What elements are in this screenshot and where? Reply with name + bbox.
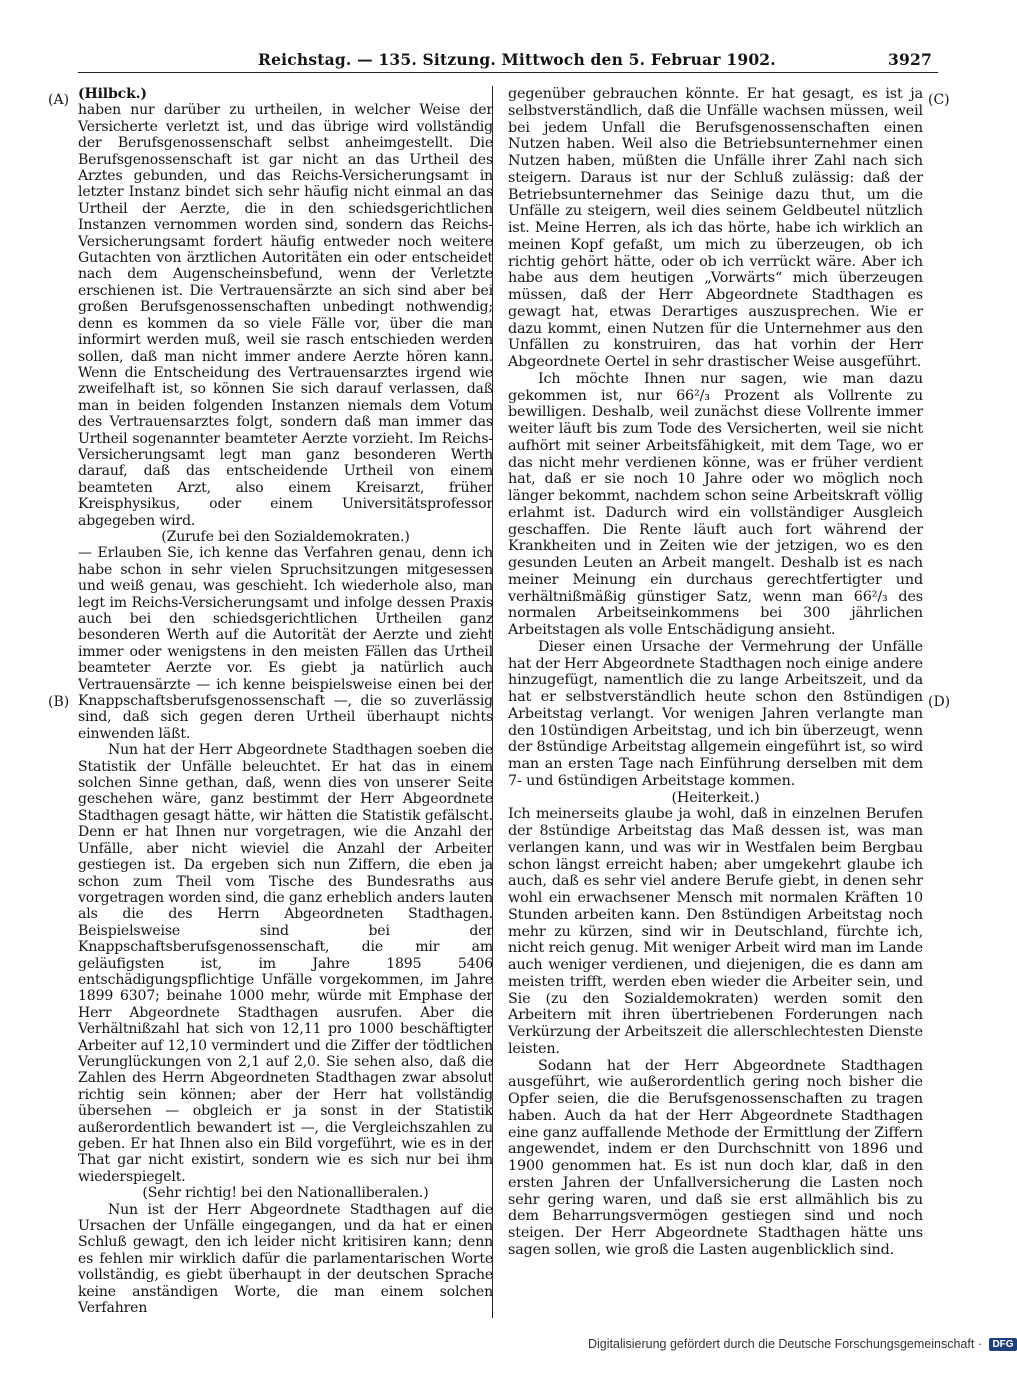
running-title: Reichstag. — 135. Sitzung. Mittwoch den 5. Februar 1902. bbox=[258, 50, 776, 69]
right-column bbox=[508, 86, 923, 1259]
paragraph: — Erlauben Sie, ich kenne das Verfahren genau, denn ich habe schon in sehr vielen Spruchsitzungen mitgesessen und weiß genau, was geschieht. Ich wiederhole also, man legt im Reichs-Versicherungsamt und infolge dessen Praxis auch bei den schiedsgerichtlichen Urtheilen ganz besonderen Werth auf die Autorität der Aerzte und zieht immer oder wenigstens in den meisten Fällen das Urtheil beamteter Aerzte vor. Es giebt ja natürlich auch Vertrauensärzte — ich kenne beispielsweise einen bei der Knappschaftsberufsgenossenschaft —, die so zuverlässig sind, daß sich gegen deren Urtheil überhaupt nichts einwenden läßt. bbox=[78, 545, 493, 742]
paragraph: Nun hat der Herr Abgeordnete Stadthagen soeben die Statistik der Unfälle beleuchtet. Er hat das in einem solchen Sinne gethan, daß, wenn dies von unserer Seite geschehen wäre, ganz bestimmt der Herr Abgeordnete Stadthagen gesagt hätte, wir hätten die Statistik gefälscht. Denn er hat Ihnen nur vorgetragen, wie die Anzahl der Unfälle, aber nicht wieviel die Anzahl der Arbeiter gestiegen ist. Da ergeben sich nun Ziffern, die eben ja schon zum Theil vom Tische des Bundesraths aus vorgetragen worden sind, die ganz erheblich anders lauten als die des Herrn Abgeordneten Stadthagen. Beispielsweise sind bei der Knappschaftsberufsgenossenschaft, die mir am geläufigsten ist, im Jahre 1895 5406 entschädigungspflichtige Unfälle vorgekommen, im Jahre 1899 6307; beinahe 1000 mehr, würde mit Emphase der Herr Abgeordnete Stadthagen ausrufen. Aber die Verhältnißzahl hat sich von 12,11 pro 1000 beschäftigter Arbeiter auf 12,10 vermindert und die Ziffer der tödtlichen Verunglückungen von 2,1 auf 2,0. Sie sehen also, daß die Zahlen des Herrn Abgeordneten Stadthagen zwar absolut richtig sein können; aber der Herr hat vollständig übersehen — obgleich er ja sonst in der Statistik außerordentlich bewandert ist —, die Vergleichszahlen zu geben. Er hat Ihnen also ein Bild vorgeführt, wie es in der That gar nicht existirt, sondern wie es sich nur bei ihm wiederspiegelt. bbox=[78, 742, 493, 1185]
paragraph: haben nur darüber zu urtheilen, in welcher Weise der Versicherte verletzt ist, und das übrige wird vollständig der Berufsgenossenschaft selbst anheimgestellt. Die Berufsgenossenschaft ist gar nicht an das Urtheil des Arztes gebunden, und das Reichs-Versicherungsamt in letzter Instanz bindet sich sehr häufig nicht einmal an das Urtheil der Aerzte, die in den schiedsgerichtlichen Instanzen vernommen worden sind, sondern das Reichs-Versicherungsamt fordert häufig entweder noch weitere Gutachten von ärztlichen Autoritäten ein oder entscheidet nach dem Augenscheinsbefund, wenn der Verletzte erschienen ist. Die Vertrauensärzte an sich sind aber bei großen Berufsgenossenschaften unbedingt nothwendig; denn es kommen da so viele Fälle vor, über die man informirt werden muß, weil sie rasch entschieden werden sollen, daß man nicht immer andere Aerzte hören kann. Wenn die Entscheidung des Vertrauensarztes irgend wie zweifelhaft ist, so können Sie sich darauf verlassen, daß man in beiden folgenden Instanzen niemals dem Votum des Vertrauensarztes folgt, sondern daß man immer das Urtheil sogenannter beamteter Aerzte vorzieht. Im Reichs-Versicherungsamt legt man ganz besonderen Werth darauf, daß das entscheidende Urtheil von einem beamteten Arzt, also einem Kreisarzt, früher Kreisphysikus, oder einem Universitätsprofessor abgegeben wird. bbox=[78, 102, 493, 529]
left-column bbox=[78, 86, 493, 1316]
paragraph: Ich möchte Ihnen nur sagen, wie man dazu gekommen ist, nur 66²/₃ Prozent als Vollrente zu bewilligen. Deshalb, weil zunächst diese Vollrente immer weiter läuft bis zum Tode des Versicherten, weil sie nicht aufhört mit seiner Arbeitsfähigkeit, mit dem Tage, wo er das nicht mehr verdienen könne, was er früher verdient hat, daß er sie noch 10 Jahre oder wo möglich noch länger bekommt, nachdem schon seine Arbeitskraft völlig erlahmt ist. Dadurch wird ein vollständiger Ausgleich geschaffen. Die Rente läuft auch fort während der Krankheiten und in Zeiten wie der jetzigen, wo es den gesunden Leuten an Arbeit mangelt. Deshalb ist es nach meiner Meinung ein durchaus gerechtfertigter und verhältnißmäßig günstiger Satz, wenn man 66²/₃ des normalen Arbeitseinkommens bei 300 jährlichen Arbeitstagen als volle Entschädigung ansieht. bbox=[508, 370, 923, 638]
margin-letter-d: (D) bbox=[928, 694, 951, 710]
paragraph: gegenüber gebrauchen könnte. Er hat gesagt, es ist ja selbstverständlich, daß die Unfälle wachsen müssen, weil bei jedem Unfall die Berufsgenossenschaften einen Nutzen haben. Weil also die Betriebsunternehmer einen Nutzen haben, müßten die Unfälle ihrer Zahl nach sich steigern. Daraus ist nur der Schluß zulässig: daß der Betriebsunternehmer das Seinige dazu thut, um die Unfälle zu steigern, weil dies seinem Geldbeutel nützlich ist. Meine Herren, als ich das hörte, habe ich wirklich an meinen Kopf gefaßt, um mich zu überzeugen, ob ich richtig gehört hätte, oder ob ich verrückt wäre. Aber ich habe aus dem heutigen „Vorwärts“ mich überzeugen müssen, daß der Herr Abgeordnete Stadthagen es gewagt hat, etwas Derartiges auszusprechen. Wie er dazu kommt, einen Nutzen für die Unternehmer aus den Unfällen zu konstruiren, das hat vorhin der Herr Abgeordnete Oertel in sehr drastischer Weise ausgeführt. bbox=[508, 86, 923, 370]
page-number: 3927 bbox=[888, 50, 932, 69]
margin-letter-a: (A) bbox=[48, 92, 70, 108]
dfg-logo: DFG bbox=[989, 1338, 1016, 1351]
credit-text: Digitalisierung gefördert durch die Deutsche Forschungsgemeinschaft · bbox=[588, 1337, 982, 1351]
digitization-credit bbox=[588, 1337, 1014, 1361]
page-header bbox=[78, 50, 938, 70]
interjection: (Heiterkeit.) bbox=[671, 789, 760, 806]
margin-letter-c: (C) bbox=[928, 92, 950, 108]
margin-letter-b: (B) bbox=[48, 694, 70, 710]
interjection: (Sehr richtig! bei den Nationalliberalen.) bbox=[142, 1185, 429, 1202]
paragraph: Nun ist der Herr Abgeordnete Stadthagen auf die Ursachen der Unfälle eingegangen, und da hat er einen Schluß gewagt, den ich leider nicht kritisiren kann; denn es fehlen mir wirklich dafür die parlamentarischen Worte vollständig, es giebt überhaupt in der deutschen Sprache keine anständigen Worte, die man einem solchen Verfahren bbox=[78, 1201, 493, 1317]
paragraph: Sodann hat der Herr Abgeordnete Stadthagen ausgeführt, wie außerordentlich gering noch bisher die Opfer seien, die die Berufsgenossenschaften zu tragen haben. Auch da hat der Herr Abgeordnete Stadthagen eine ganz auffallende Methode der Ermittlung der Ziffern angewendet, indem er den Durchschnitt von 1896 und 1900 genommen hat. Es ist nun doch klar, daß in den ersten Jahren der Unfallversicherung die Lasten noch sehr gering waren, und daß sie erst allmählich bis zu dem Beharrungsvermögen gestiegen sind und noch steigen. Der Herr Abgeordnete Stadthagen hätte uns sagen sollen, wie groß die Lasten augenblicklich sind. bbox=[508, 1057, 923, 1258]
interjection: (Zurufe bei den Sozialdemokraten.) bbox=[161, 528, 410, 545]
header-rule bbox=[78, 72, 938, 73]
paragraph: Ich meinerseits glaube ja wohl, daß in einzelnen Berufen der 8stündige Arbeitstag das Maß dessen ist, was man verlangen kann, und was wir in Westfalen beim Bergbau schon längst erreicht haben; aber umgekehrt glaube ich auch, daß es sehr viel andere Berufe giebt, in denen sehr wohl ein erwachsener Mensch mit normalen Kräften 10 Stunden arbeiten kann. Den 8stündigen Arbeitstag noch mehr zu kürzen, sind wir in Deutschland, fürchte ich, nicht reich genug. Mit weniger Arbeit wird man im Lande auch weniger verdienen, und diejenigen, die es dann am meisten trifft, werden eben wieder die Arbeiter sein, und Sie (zu den Sozialdemokraten) werden somit den Arbeitern mit ihren übertriebenen Forderungen nach Verkürzung der Arbeitszeit die allerschlechtesten Dienste leisten. bbox=[508, 806, 923, 1057]
speaker-name: (Hilbck.) bbox=[78, 86, 147, 102]
paragraph: Dieser einen Ursache der Vermehrung der Unfälle hat der Herr Abgeordnete Stadthagen noch einige andere hinzugefügt, namentlich die zu lange Arbeitszeit, und da hat er selbstverständlich heute schon den 8stündigen Arbeitstag verlangt. Vor wenigen Jahren verlangte man den 10stündigen Arbeitstag, und ich bin überzeugt, wenn der 8stündige Arbeitstag allgemein eingeführt ist, so wird man an ersten Tage nach Einführung derselben mit dem 7- und 6stündigen Arbeitstage kommen. bbox=[508, 638, 923, 789]
